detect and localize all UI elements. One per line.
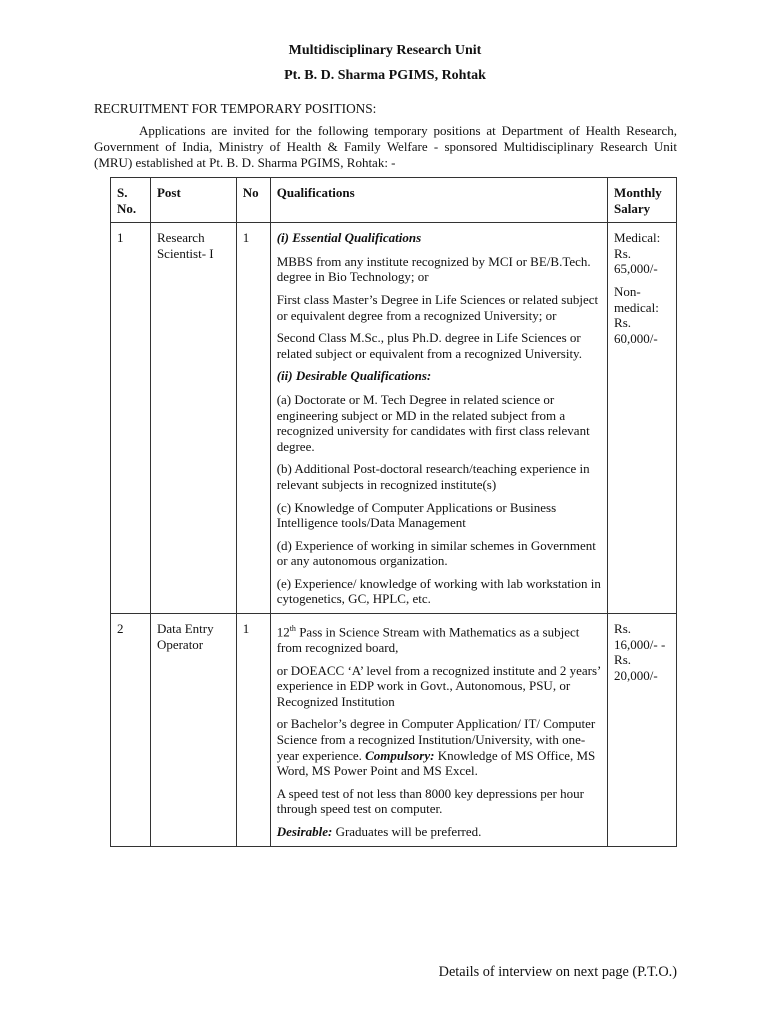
desirable-heading: (ii) Desirable Qualifications: [276, 368, 432, 384]
desirable-item: (d) Experience of working in similar schemes in Government or any autonomous organization. [276, 537, 596, 569]
compulsory-label: Compulsory: [365, 747, 435, 763]
header-salary-line2: Salary [614, 200, 651, 216]
institute-title: Pt. B. D. Sharma PGIMS, Rohtak [284, 68, 486, 83]
unit-title: Multidisciplinary Research Unit [288, 43, 482, 58]
header-sno [111, 178, 151, 223]
dataentry-qual-2: or DOEACC ‘A’ level from a recognized institute and 2 years’ experience in EDP work in Govt., Autonomous, PSU, or Recognized Institution [276, 662, 601, 709]
salary-medical: Medical: Rs. 65,000/- [614, 230, 661, 277]
essential-item: First class Master’s Degree in Life Sciences or related subject or equivalent degree from a recognized University; or [276, 291, 599, 323]
row1-sno: 1 [111, 223, 151, 614]
qual-1-pre: 12 [276, 624, 290, 640]
essential-item: MBBS from any institute recognized by MCI or BE/B.Tech. degree in Bio Technology; or [276, 253, 591, 285]
desirable-text: Graduates will be preferred. [332, 823, 482, 839]
intro-text: Applications are invited for the following temporary positions at Department of Health Research, Government of India, Ministry of Health & Family Welfare - sponsored Multidisciplinary Research Unit (MRU) established at Pt. B. D. Sharma PGIMS, Rohtak: - [94, 123, 677, 170]
row1-qualifications [270, 223, 607, 614]
row1-salary [608, 223, 677, 614]
table-row [111, 614, 677, 846]
desirable-label: Desirable: [276, 823, 333, 839]
recruitment-heading: RECRUITMENT FOR TEMPORARY POSITIONS: [94, 101, 377, 116]
header-sno-line1: S. [117, 185, 128, 200]
header-qualifications: Qualifications [270, 178, 607, 223]
header-salary-line1: Monthly [614, 185, 662, 200]
desirable-item: (c) Knowledge of Computer Applications or Business Intelligence tools/Data Management [276, 499, 557, 531]
row2-no: 1 [236, 614, 270, 846]
qual-1-post: Pass in Science Stream with Mathematics as a subject from recognized board, [276, 624, 580, 655]
footer-note: Details of interview on next page (P.T.O.) [438, 964, 677, 980]
essential-heading: (i) Essential Qualifications [276, 230, 422, 246]
positions-table [110, 177, 677, 847]
intro-paragraph [94, 123, 677, 171]
dataentry-desirable [277, 824, 601, 840]
row2-qualifications [270, 614, 607, 846]
desirable-item: (e) Experience/ knowledge of working with lab workstation in cytogenetics, GC, HPLC, etc. [276, 575, 601, 607]
dataentry-qual-1 [277, 621, 601, 656]
desirable-item: (a) Doctorate or M. Tech Degree in related science or engineering subject or MD in the related subject from a recognized university for candidates with first class relevant degree. [276, 391, 590, 454]
desirable-item: (b) Additional Post-doctoral research/teaching experience in relevant subjects in recognized institute(s) [276, 461, 590, 492]
row2-post: Data Entry Operator [150, 614, 236, 846]
dataentry-qual-4: A speed test of not less than 8000 key depressions per hour through speed test on computer. [276, 785, 584, 817]
dataentry-qual-3 [277, 716, 601, 778]
header-post: Post [150, 178, 236, 223]
row1-post: Research Scientist- I [150, 223, 236, 614]
header-no: No [236, 178, 270, 223]
table-row [111, 223, 677, 614]
table-header-row [111, 178, 677, 223]
qual-3-text: or Bachelor’s degree in Computer Application/ IT/ Computer Science from a recognized Institution/University, with one-year experience. [276, 716, 596, 763]
row2-salary: Rs. 16,000/- - Rs. 20,000/- [608, 614, 677, 846]
header-sno-line2: No. [117, 200, 137, 216]
salary-non-medical: Non-medical: Rs. 60,000/- [614, 283, 659, 346]
qual-1-sup: th [289, 624, 296, 634]
header-salary [608, 178, 677, 223]
row1-no: 1 [236, 223, 270, 614]
compulsory-text: Knowledge of MS Office, MS Word, MS Power Point and MS Excel. [276, 747, 596, 779]
row2-sno: 2 [111, 614, 151, 846]
essential-item: Second Class M.Sc., plus Ph.D. degree in Life Sciences or related subject or equivalent from a recognized University. [276, 330, 582, 361]
